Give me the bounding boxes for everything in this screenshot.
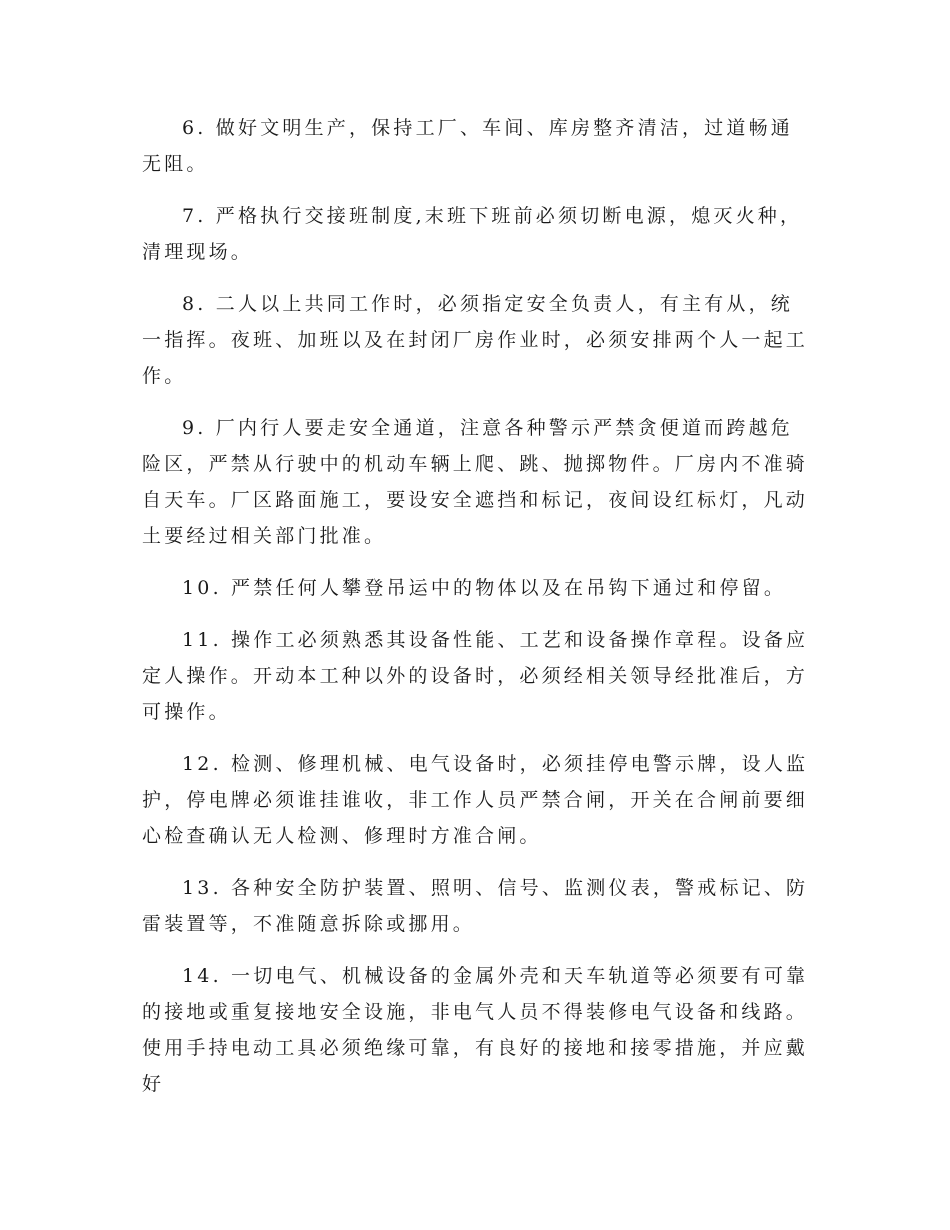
rule-paragraph-10: 10. 严禁任何人攀登吊运中的物体以及在吊钩下通过和停留。 <box>182 577 787 599</box>
rule-paragraph-6: 6. 做好文明生产，保持工厂、车间、库房整齐清洁，过道畅通无阻。 <box>142 117 793 175</box>
rule-paragraph-7: 7. 严格执行交接班制度,末班下班前必须切断电源，熄灭火种，清理现场。 <box>142 205 803 263</box>
rule-paragraph-12: 12. 检测、修理机械、电气设备时，必须挂停电警示牌，设人监护，停电牌必须谁挂谁收，非工作人员严禁合闸，开关在合闸前要细心检查确认无人检测、修理时方准合闸。 <box>142 753 809 847</box>
rule-paragraph-14: 14. 一切电气、机械设备的金属外壳和天车轨道等必须要有可靠的接地或重复接地安全设施，非电气人员不得装修电气设备和线路。使用手持电动工具必须绝缘可靠，有良好的接地和接零措施，并应戴好 <box>142 965 809 1095</box>
document-body <box>142 110 812 1118</box>
rule-paragraph-13: 13. 各种安全防护装置、照明、信号、监测仪表，警戒标记、防雷装置等，不准随意拆除或挪用。 <box>142 877 809 935</box>
rule-paragraph-11: 11. 操作工必须熟悉其设备性能、工艺和设备操作章程。设备应定人操作。开动本工种以外的设备时，必须经相关领导经批准后，方可操作。 <box>142 629 809 723</box>
rule-paragraph-8: 8. 二人以上共同工作时，必须指定安全负责人，有主有从，统一指挥。夜班、加班以及在封闭厂房作业时，必须安排两个人一起工作。 <box>142 293 809 387</box>
rule-paragraph-9: 9. 厂内行人要走安全通道，注意各种警示严禁贪便道而跨越危险区，严禁从行驶中的机动车辆上爬、跳、抛掷物件。厂房内不准骑自天车。厂区路面施工，要设安全遮挡和标记，夜间设红标灯，凡动土要经过相关部门批准。 <box>142 417 809 547</box>
